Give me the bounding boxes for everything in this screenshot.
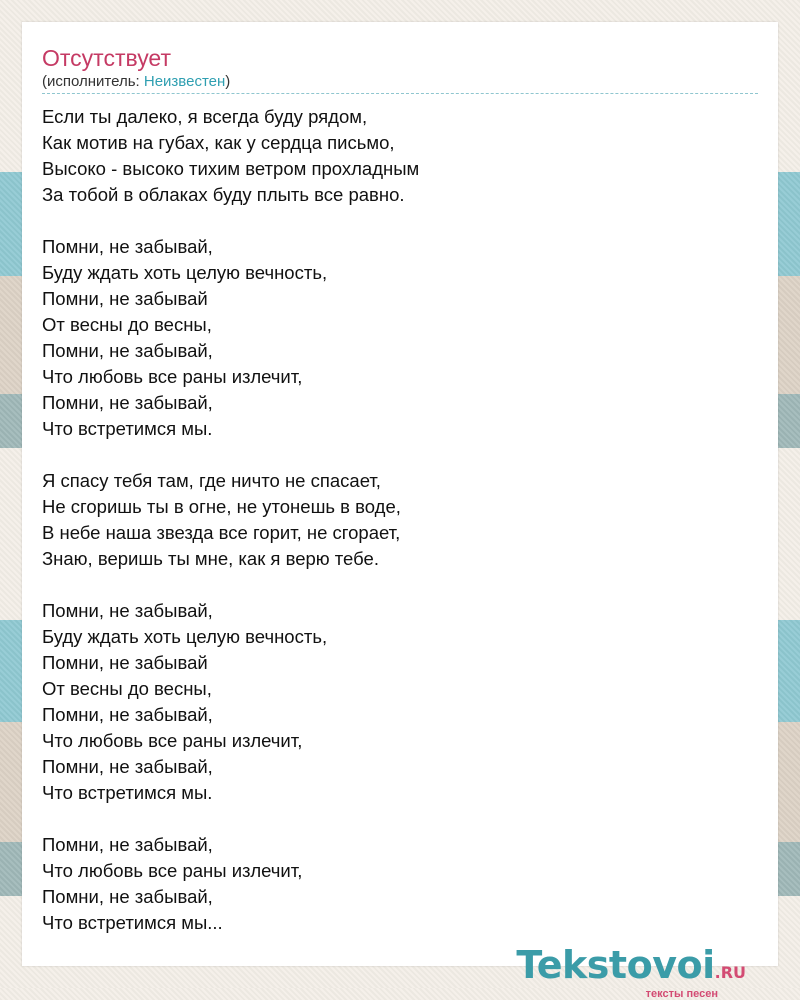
lyric-line: Что встретимся мы... bbox=[42, 912, 223, 933]
lyric-line: Помни, не забывай bbox=[42, 652, 208, 673]
artist-line bbox=[42, 73, 230, 91]
lyric-line: Помни, не забывай, bbox=[42, 886, 213, 907]
artist-suffix: ) bbox=[225, 73, 231, 90]
lyric-line: Не сгоришь ты в огне, не утонешь в воде, bbox=[42, 496, 401, 517]
lyric-line: Помни, не забывай, bbox=[42, 340, 213, 361]
lyric-line: Помни, не забывай, bbox=[42, 756, 213, 777]
lyric-line: Что любовь все раны излечит, bbox=[42, 730, 303, 751]
lyric-line: Высоко - высоко тихим ветром прохладным bbox=[42, 158, 420, 179]
lyric-line: Помни, не забывай, bbox=[42, 236, 213, 257]
title-divider bbox=[42, 93, 758, 94]
logo-name: Tekstovoi bbox=[516, 943, 715, 987]
lyric-line: Что любовь все раны излечит, bbox=[42, 366, 303, 387]
lyric-line: Я спасу тебя там, где ничто не спасает, bbox=[42, 470, 381, 491]
logo-wordmark bbox=[516, 943, 746, 991]
stanza-gap bbox=[42, 572, 758, 598]
lyric-line: Что любовь все раны излечит, bbox=[42, 860, 303, 881]
lyrics-text bbox=[42, 104, 758, 936]
stanza-gap bbox=[42, 208, 758, 234]
lyric-line: Буду ждать хоть целую вечность, bbox=[42, 626, 328, 647]
lyric-line: Помни, не забывай, bbox=[42, 392, 213, 413]
lyric-line: Помни, не забывай, bbox=[42, 834, 213, 855]
lyric-line: Что встретимся мы. bbox=[42, 782, 213, 803]
song-title: Отсутствует bbox=[42, 45, 171, 71]
lyric-line: От весны до весны, bbox=[42, 678, 212, 699]
lyric-line: Знаю, веришь ты мне, как я верю тебе. bbox=[42, 548, 379, 569]
lyric-line: За тобой в облаках буду плыть все равно. bbox=[42, 184, 405, 205]
lyric-line: Если ты далеко, я всегда буду рядом, bbox=[42, 106, 368, 127]
lyrics-card bbox=[22, 22, 778, 1000]
artist-prefix: (исполнитель: bbox=[42, 73, 144, 90]
stanza-gap bbox=[42, 442, 758, 468]
lyric-line: От весны до весны, bbox=[42, 314, 212, 335]
logo-tagline: тексты песен bbox=[645, 988, 718, 1000]
logo-tld: .RU bbox=[714, 963, 746, 982]
stanza-gap bbox=[42, 806, 758, 832]
site-logo[interactable] bbox=[516, 943, 746, 1000]
artist-link[interactable]: Неизвестен bbox=[143, 73, 226, 90]
lyric-line: Как мотив на губах, как у сердца письмо, bbox=[42, 132, 395, 153]
lyric-line: Буду ждать хоть целую вечность, bbox=[42, 262, 328, 283]
lyric-line: Помни, не забывай, bbox=[42, 600, 213, 621]
lyric-line: Помни, не забывай, bbox=[42, 704, 213, 725]
lyric-line: Помни, не забывай bbox=[42, 288, 208, 309]
lyric-line: В небе наша звезда все горит, не сгорает, bbox=[42, 522, 401, 543]
lyric-line: Что встретимся мы. bbox=[42, 418, 213, 439]
